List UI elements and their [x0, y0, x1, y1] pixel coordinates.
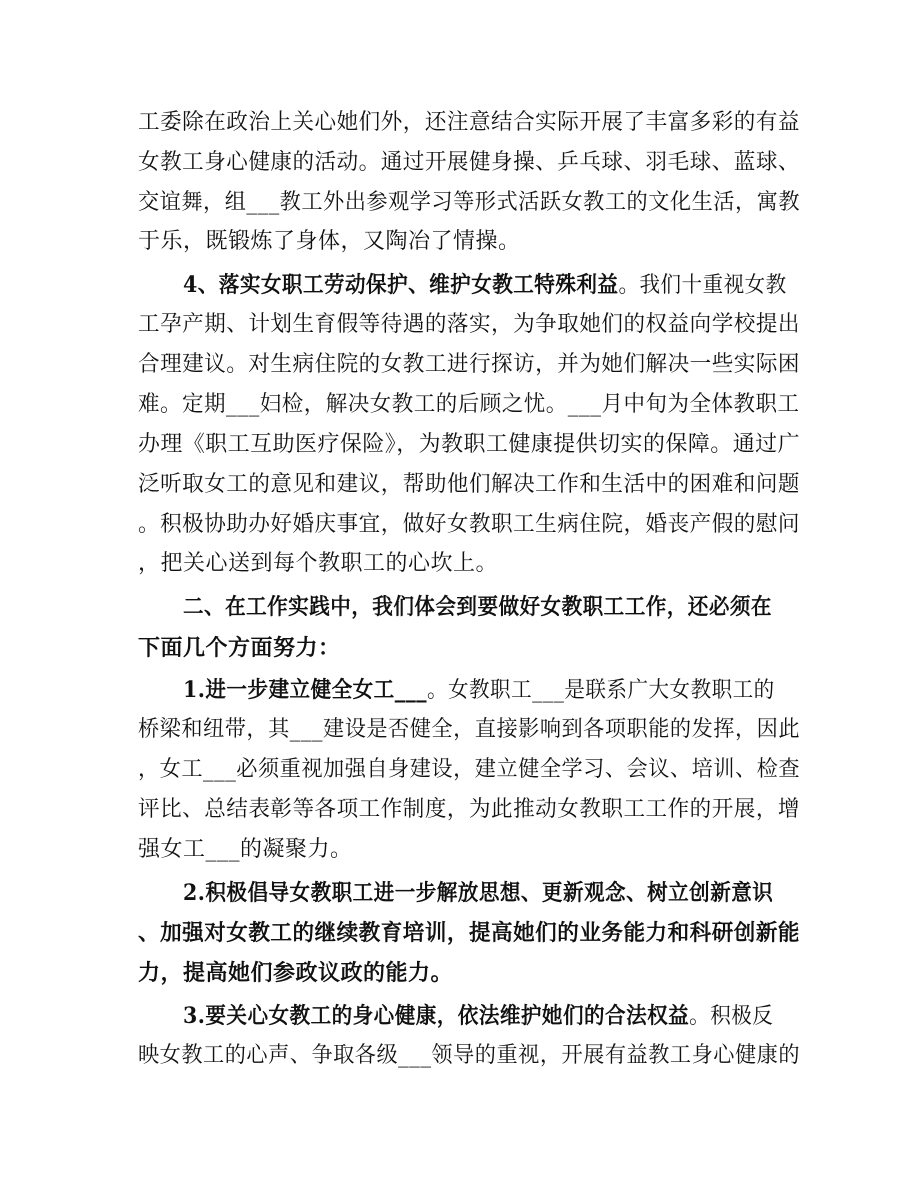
- subsection-heading-line: 2.积极倡导女教职工进一步解放思想、更新观念、树立创新意识: [183, 880, 774, 906]
- section-heading: 4、落实女职工劳动保护、维护女教工特殊利益: [183, 272, 619, 298]
- text-line: ，把关心送到每个教职工的心坎上。: [138, 551, 499, 576]
- paragraph-text: 。积极反: [689, 1004, 774, 1029]
- text-line: 交谊舞，组___教工外出参观学习等形式活跃女教工的文化生活，寓教: [138, 190, 801, 215]
- paragraph-text: 。女教职工___是联系广大女教职工的: [426, 678, 775, 703]
- paragraph-text: 。我们十重视女教: [618, 273, 787, 298]
- text-line: 桥梁和纽带，其___建设是否健全，直接影响到各项职能的发挥，因此: [138, 717, 801, 742]
- text-line: 女教工身心健康的活动。通过开展健身操、乒乓球、羽毛球、蓝球、: [138, 150, 800, 175]
- text-line: [183, 675, 800, 705]
- section-heading-line: 二、在工作实践中，我们体会到要做好女教职工工作，还必须在: [183, 594, 772, 620]
- text-line: 评比、总结表彰等各项工作制度，为此推动女教职工工作的开展，增: [138, 797, 800, 822]
- text-line: 强女工___的凝聚力。: [138, 837, 353, 862]
- text-line: 映女教工的心声、争取各级___领导的重视，开展有益教工身心健康的: [138, 1043, 801, 1068]
- subsection-heading: 3.要关心女教工的身心健康，依法维护她们的合法权益: [183, 1003, 690, 1029]
- text-line: 工孕产期、计划生育假等待遇的落实，为争取她们的权益向学校提出: [138, 312, 800, 337]
- text-line: 难。定期___妇检，解决女教工的后顾之忧。___月中旬为全体教职工: [138, 392, 800, 417]
- text-line: [183, 270, 800, 300]
- subsection-heading-line: 、加强对女教工的继续教育培训，提高她们的业务能力和科研创新能: [138, 920, 800, 946]
- text-line: 泛听取女工的意见和建议，帮助他们解决工作和生活中的困难和问题: [138, 472, 800, 497]
- text-line: ，女工___必须重视加强自身建设，建立健全学习、会议、培训、检查: [138, 757, 801, 782]
- text-line: 。积极协助办好婚庆事宜，做好女教职工生病住院，婚丧产假的慰问: [138, 512, 800, 537]
- subsection-heading: 1.进一步建立健全女工___: [183, 677, 427, 703]
- text-line: 工委除在政治上关心她们外，还注意结合实际开展了丰富多彩的有益: [138, 110, 800, 135]
- text-line: 合理建议。对生病住院的女教工进行探访，并为她们解决一些实际困: [138, 352, 800, 377]
- text-line: [183, 1001, 800, 1031]
- section-heading-line: 下面几个方面努力：: [138, 635, 341, 661]
- text-line: 办理《职工互助医疗保险》，为教职工健康提供切实的保障。通过广: [138, 432, 801, 457]
- text-line: 于乐，既锻炼了身体，又陶冶了情操。: [138, 229, 521, 254]
- subsection-heading-line: 力，提高她们参政议政的能力。: [138, 960, 454, 986]
